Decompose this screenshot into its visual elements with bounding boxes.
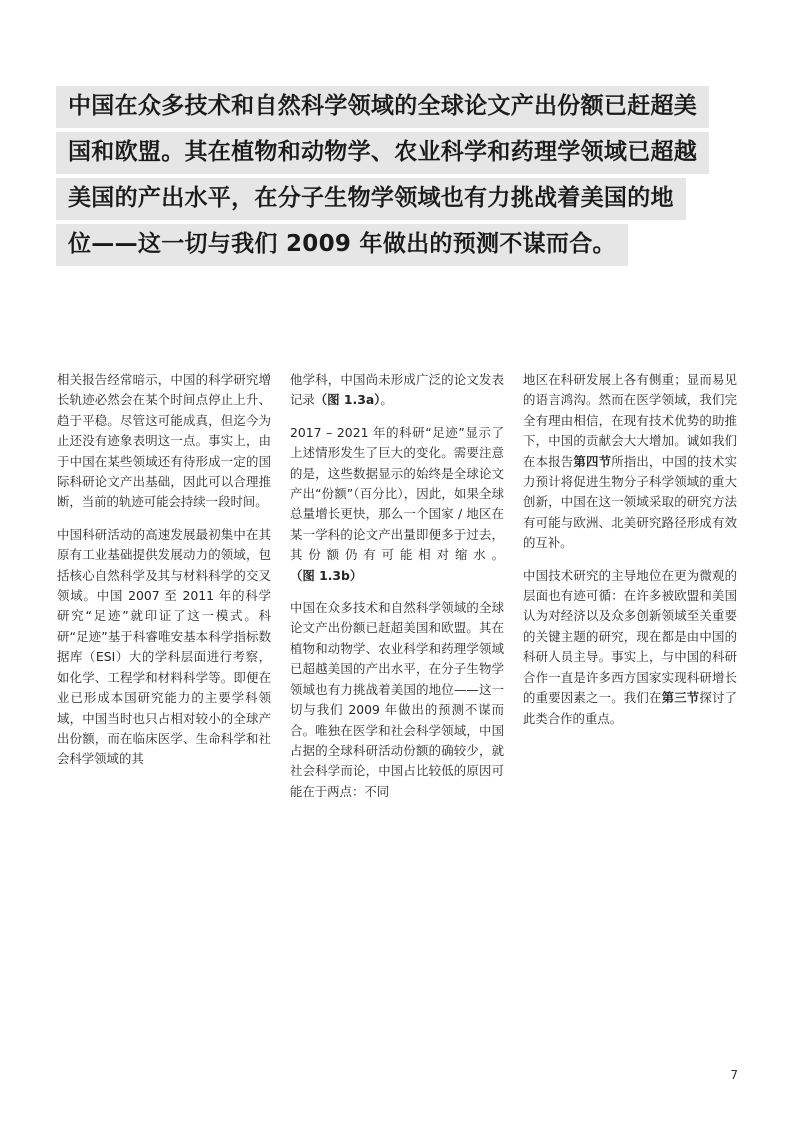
paragraph: 中国在众多技术和自然科学领域的全球论文产出份额已赶超美国和欧盟。其在植物和动物学、农业科学和药理学领域已超越美国的产出水平，在分子生物学领域也有力挑战着美国的地位——这一切与我们 2009 年做出的预测不谋而合。唯独在医学和社会科学领域，中国占据的全球科研活动份额的确较少，就社会科学而论，中国占比较低的原因可能在于两点：不同 — [290, 600, 504, 799]
paragraph: 2017 – 2021 年的科研“足迹”显示了上述情形发生了巨大的变化。需要注意的是，这些数据显示的始终是全球论文产出“份额”（百分比），因此，如果全球总量增长更快，那么一个国家 / 地区在某一学科的论文产出量即便多于过去，其份额仍有可能相对缩水。（图 1.3b） — [290, 424, 504, 583]
text-column-1 — [57, 370, 271, 782]
figure-reference: （图 1.3a） — [314, 392, 381, 408]
figure-reference: （图 1.3b） — [290, 567, 363, 583]
paragraph: 他学科，中国尚未形成广泛的论文发表记录（图 1.3a）。 — [290, 372, 504, 408]
text-column-2 — [290, 370, 504, 814]
section-reference: 第四节 — [573, 453, 612, 469]
pull-quote-line: 中国在众多技术和自然科学领域的全球论文产出份额已赶超美 — [56, 86, 756, 132]
paragraph: 中国技术研究的主导地位在更为微观的层面也有迹可循：在许多被欧盟和美国认为对经济以及众多创新领域至关重要的关键主题的研究，现在都是由中国的科研人员主导。事实上，与中国的科研合作一直是许多西方国家实现科研增长的重要因素之一。我们在第三节探讨了此类合作的重点。 — [523, 567, 738, 726]
text-column-3 — [523, 370, 737, 741]
pull-quote-line: 位——这一切与我们 2009 年做出的预测不谋而合。 — [56, 224, 756, 270]
pull-quote — [56, 86, 756, 270]
pull-quote-line: 国和欧盟。其在植物和动物学、农业科学和药理学领域已超越 — [56, 132, 756, 178]
paragraph: 中国科研活动的高速发展最初集中在其原有工业基础提供发展动力的领域，包括核心自然科学及其与材料科学的交叉领域。中国 2007 至 2011 年的科学研究“足迹”就印证了这一模式。科研“足迹”基于科睿唯安基本科学指标数据库（ESI）大的学科层面进行考察，如化学、工程学和材料科学等。即便在业已形成本国研究能力的主要学科领域，中国当时也只占相对较小的全球产出份额，而在临床医学、生命科学和社会科学领域的其 — [57, 526, 271, 767]
pull-quote-line: 美国的产出水平，在分子生物学领域也有力挑战着美国的地 — [56, 178, 756, 224]
page-number: 7 — [730, 1068, 738, 1082]
section-reference: 第三节 — [661, 690, 700, 706]
paragraph: 地区在科研发展上各有侧重；显而易见的语言鸿沟。然而在医学领域，我们完全有理由相信，在现有技术优势的助推下，中国的贡献会大大增加。诚如我们在本报告第四节所指出，中国的技术实力预计将促进生物分子科学领域的重大创新，中国在这一领域采取的研究方法有可能与欧洲、北美研究路径形成有效的互补。 — [523, 372, 738, 551]
paragraph: 相关报告经常暗示，中国的科学研究增长轨迹必然会在某个时间点停止上升、趋于平稳。尽管这可能成真，但迄今为止还没有迹象表明这一点。事实上，由于中国在某些领域还有待形成一定的国际科研论文产出基础，因此可以合理推断，当前的轨迹可能会持续一段时间。 — [57, 372, 271, 510]
